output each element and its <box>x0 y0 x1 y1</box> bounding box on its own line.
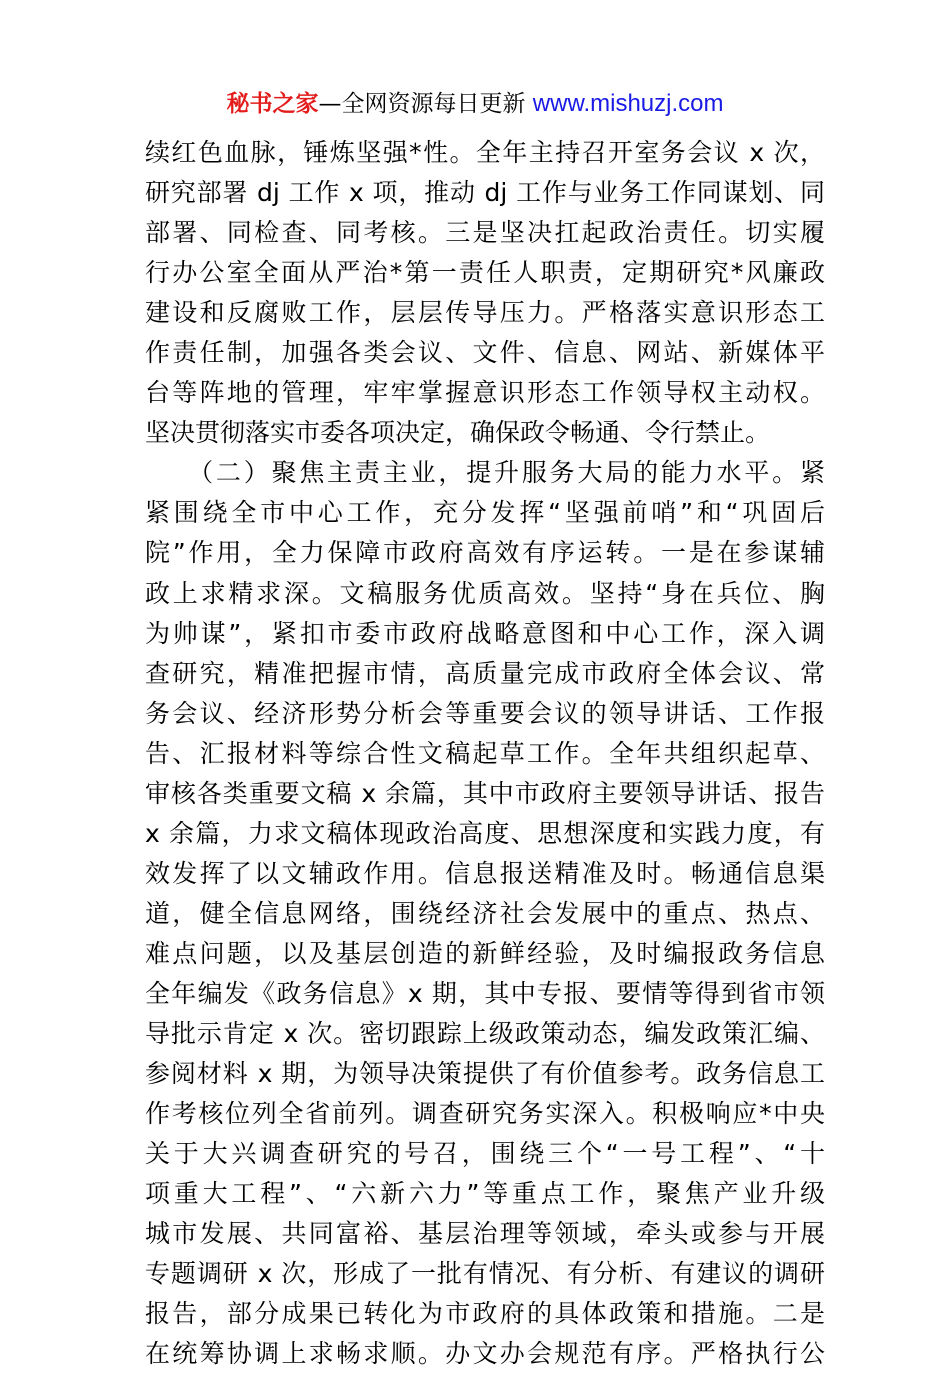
document-body <box>145 133 825 1374</box>
text-line: （二）聚焦主责主业，提升服务大局的能力水平。紧 <box>145 458 825 488</box>
site-url-link[interactable]: www.mishuzj.com <box>532 90 724 117</box>
text-line: 部署、同检查、同考核。三是坚决扛起政治责任。切实履 <box>145 218 825 248</box>
text-line: 行办公室全面从严治*第一责任人职责，定期研究*风廉政 <box>145 258 825 288</box>
text-line: 城市发展、共同富裕、基层治理等领域，牵头或参与开展 <box>145 1219 825 1249</box>
site-brand: 秘书之家 <box>226 91 319 117</box>
text-line: 全年编发《政务信息》x 期，其中专报、要情等得到省市领 <box>145 978 825 1008</box>
text-line: 审核各类重要文稿 x 余篇，其中市政府主要领导讲话、报告 <box>145 778 825 808</box>
text-line: 项重大工程”、“六新六力”等重点工作，聚焦产业升级 <box>145 1179 825 1209</box>
site-header <box>0 84 950 124</box>
text-line: 关于大兴调查研究的号召，围绕三个“一号工程”、“十 <box>145 1139 825 1169</box>
site-slogan: —全网资源每日更新 <box>318 91 533 117</box>
text-line: 难点问题，以及基层创造的新鲜经验，及时编报政务信息 <box>145 938 825 968</box>
text-line: 政上求精求深。文稿服务优质高效。坚持“身在兵位、胸 <box>145 578 825 608</box>
text-line: 效发挥了以文辅政作用。信息报送精准及时。畅通信息渠 <box>145 858 825 888</box>
text-line: 紧围绕全市中心工作，充分发挥“坚强前哨”和“巩固后 <box>145 498 825 528</box>
text-line: 道，健全信息网络，围绕经济社会发展中的重点、热点、 <box>145 898 825 928</box>
text-line: 查研究，精准把握市情，高质量完成市政府全体会议、常 <box>145 658 825 688</box>
text-line: 坚决贯彻落实市委各项决定，确保政令畅通、令行禁止。 <box>145 418 771 448</box>
text-line: 院”作用，全力保障市政府高效有序运转。一是在参谋辅 <box>145 538 825 568</box>
text-line: 务会议、经济形势分析会等重要会议的领导讲话、工作报 <box>145 698 825 728</box>
text-line: 报告，部分成果已转化为市政府的具体政策和措施。二是 <box>145 1299 825 1329</box>
text-line: 专题调研 x 次，形成了一批有情况、有分析、有建议的调研 <box>145 1259 825 1289</box>
text-line: 作责任制，加强各类会议、文件、信息、网站、新媒体平 <box>145 338 825 368</box>
text-line: 研究部署 dj 工作 x 项，推动 dj 工作与业务工作同谋划、同 <box>145 178 825 208</box>
text-line: 告、汇报材料等综合性文稿起草工作。全年共组织起草、 <box>145 738 825 768</box>
text-line: 续红色血脉，锤炼坚强*性。全年主持召开室务会议 x 次， <box>145 138 825 167</box>
text-line: 建设和反腐败工作，层层传导压力。严格落实意识形态工 <box>145 298 825 328</box>
text-line: 作考核位列全省前列。调查研究务实深入。积极响应*中央 <box>145 1099 825 1129</box>
text-line: x 余篇，力求文稿体现政治高度、思想深度和实践力度，有 <box>145 818 825 848</box>
text-line: 参阅材料 x 期，为领导决策提供了有价值参考。政务信息工 <box>145 1059 825 1089</box>
text-line: 为帅谋”，紧扣市委市政府战略意图和中心工作，深入调 <box>145 618 825 648</box>
text-line: 台等阵地的管理，牢牢掌握意识形态工作领导权主动权。 <box>145 378 825 408</box>
text-line: 在统筹协调上求畅求顺。办文办会规范有序。严格执行公 <box>145 1339 825 1369</box>
text-line: 导批示肯定 x 次。密切跟踪上级政策动态，编发政策汇编、 <box>145 1019 825 1049</box>
